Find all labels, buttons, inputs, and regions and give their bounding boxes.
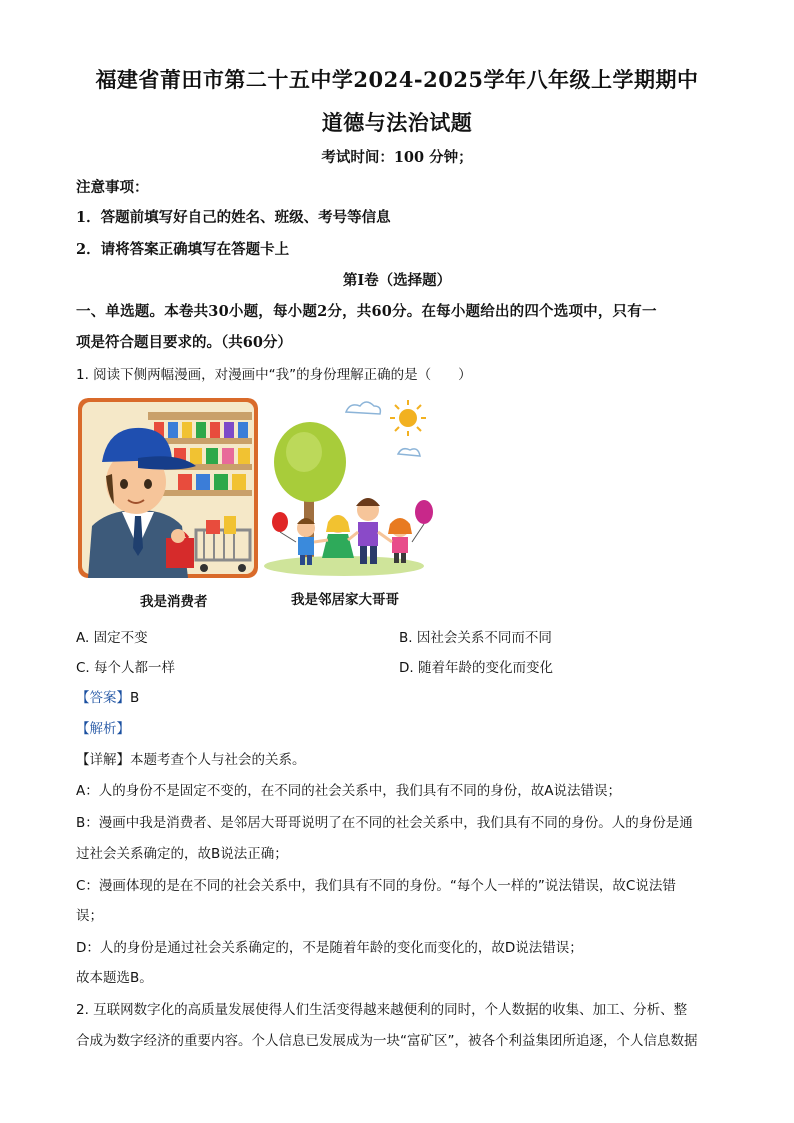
notice-item-1: 1．答题前填写好自己的姓名、班级、考号等信息	[76, 209, 391, 226]
explanation-line-c1: C：漫画体现的是在不同的社会关系中，我们具有不同的身份。“每个人一样的”说法错误，故C说法错	[76, 878, 676, 894]
explanation-line-a: A：人的身份不是固定不变的，在不同的社会关系中，我们具有不同的身份，故A说法错误；	[76, 783, 621, 799]
cartoon-neighbor-image	[264, 392, 440, 580]
cartoon-consumer-illustration	[78, 398, 258, 578]
caption-consumer: 我是消费者	[140, 594, 208, 610]
cartoon-neighbor-illustration	[264, 392, 440, 580]
caption-neighbor: 我是邻居家大哥哥	[291, 592, 399, 608]
exam-title-line1: 福建省莆田市第二十五中学2024-2025学年八年级上学期期中	[95, 67, 699, 92]
explanation-line-b1: B：漫画中我是消费者、是邻居大哥哥说明了在不同的社会关系中，我们具有不同的身份。人的身份是通	[76, 815, 693, 831]
exam-title-line2: 道德与法治试题	[321, 110, 473, 135]
cartoon-consumer-image	[78, 398, 258, 578]
notice-item-2: 2．请将答案正确填写在答题卡上	[76, 241, 290, 258]
explanation-conclusion: 故本题选B。	[76, 970, 153, 986]
option-a: A. 固定不变	[76, 630, 148, 646]
answer-label: 【答案】	[76, 690, 130, 706]
explanation-line-b2: 过社会关系确定的，故B说法正确；	[76, 846, 288, 862]
analysis-label: 【解析】	[76, 721, 130, 737]
question-1-stem: 1. 阅读下侧两幅漫画，对漫画中“我”的身份理解正确的是（ ）	[76, 367, 472, 383]
option-c: C. 每个人都一样	[76, 660, 176, 676]
explanation-line-c2: 误；	[76, 908, 103, 924]
option-b: B. 因社会关系不同而不同	[399, 630, 552, 646]
question-2-line1: 2. 互联网数字化的高质量发展使得人们生活变得越来越便利的同时，个人数据的收集、加工、分析、整	[76, 1002, 688, 1018]
answer-row	[76, 688, 726, 708]
answer-value: B	[130, 690, 140, 706]
question-2-line2: 合成为数字经济的重要内容。个人信息已发展成为一块“富矿区”，被各个利益集团所追逐，个人信息数据	[76, 1033, 698, 1049]
detail-line: 【详解】本题考查个人与社会的关系。	[76, 752, 306, 768]
notice-heading: 注意事项：	[76, 179, 149, 196]
section-instruction-line1: 一、单选题。本卷共30小题，每小题2分，共60分。在每小题给出的四个选项中，只有一	[76, 303, 657, 320]
option-d: D. 随着年龄的变化而变化	[399, 660, 553, 676]
volume-title: 第I卷（选择题）	[342, 272, 452, 289]
explanation-line-d: D：人的身份是通过社会关系确定的，不是随着年龄的变化而变化的，故D说法错误；	[76, 940, 583, 956]
exam-time: 考试时间：100 分钟；	[321, 149, 473, 166]
section-instruction-line2: 项是符合题目要求的。（共60分）	[76, 334, 292, 351]
